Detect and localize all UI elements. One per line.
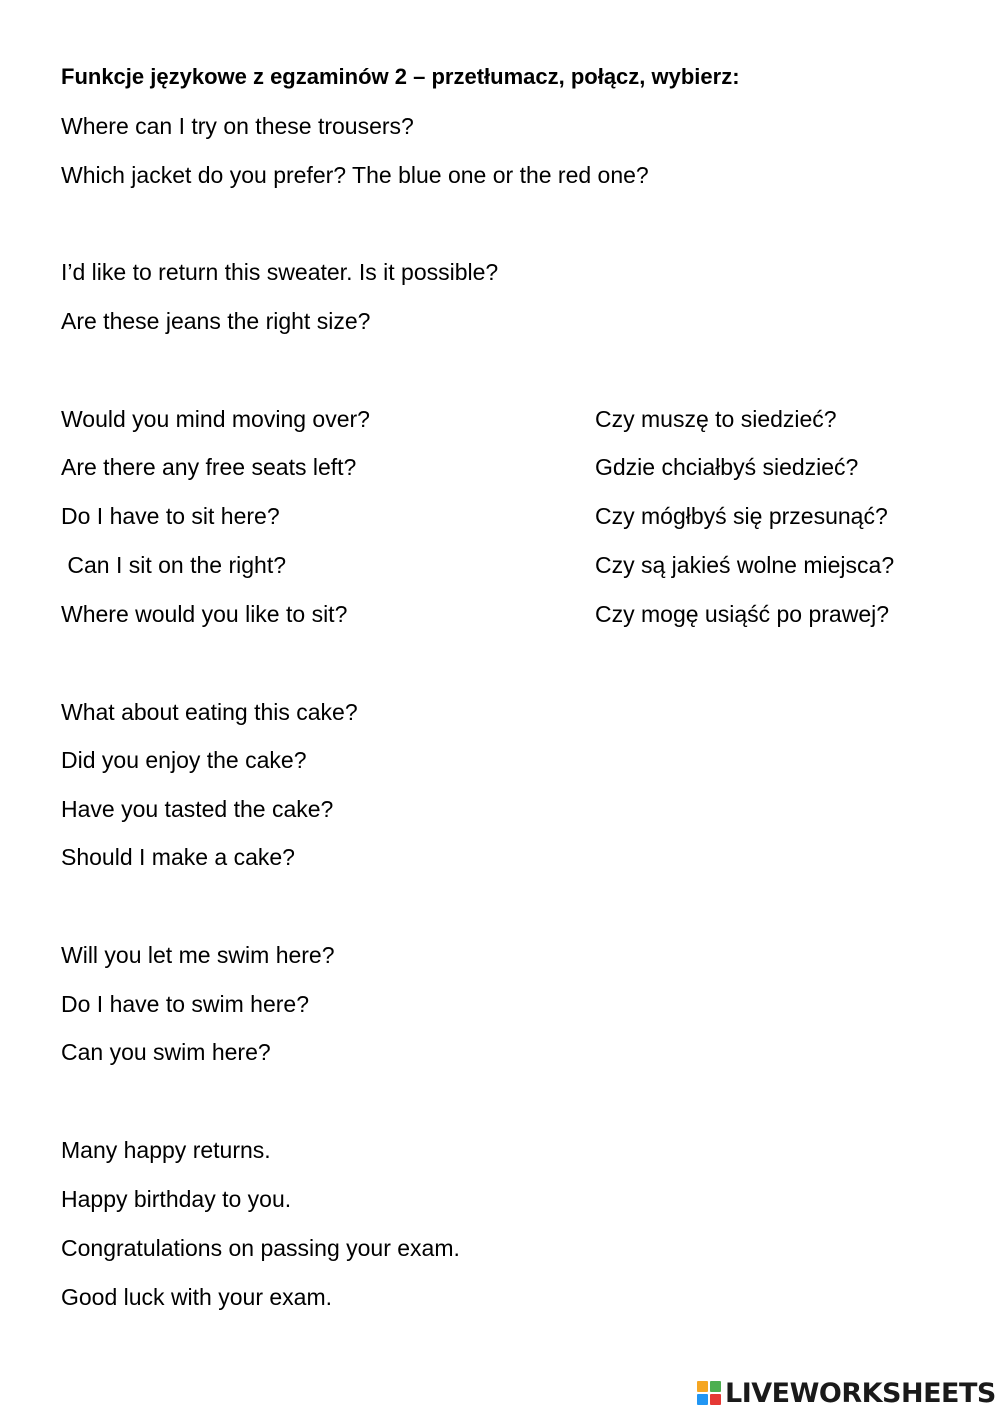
logo-square-icon bbox=[710, 1381, 721, 1392]
sentence: Do I have to swim here? bbox=[61, 991, 310, 1017]
translation: Gdzie chciałbyś siedzieć? bbox=[595, 454, 859, 480]
sentence: Are there any free seats left? bbox=[61, 454, 357, 480]
liveworksheets-logo-icon bbox=[697, 1381, 721, 1405]
sentence: Can you swim here? bbox=[61, 1039, 271, 1065]
sentence: Will you let me swim here? bbox=[61, 942, 335, 968]
sentence: Where can I try on these trousers? bbox=[61, 113, 414, 139]
sentence: Can I sit on the right? bbox=[61, 552, 287, 578]
logo-text: LIVEWORKSHEETS bbox=[725, 1377, 996, 1409]
sentence: Many happy returns. bbox=[61, 1137, 271, 1163]
sentence: Where would you like to sit? bbox=[61, 601, 348, 627]
sentence: Congratulations on passing your exam. bbox=[61, 1235, 460, 1261]
liveworksheets-logo bbox=[697, 1378, 996, 1408]
sentence: Would you mind moving over? bbox=[61, 406, 370, 432]
sentence: Happy birthday to you. bbox=[61, 1186, 292, 1212]
translation: Czy są jakieś wolne miejsca? bbox=[595, 552, 895, 578]
translation: Czy mógłbyś się przesunąć? bbox=[595, 503, 888, 529]
logo-square-icon bbox=[697, 1381, 708, 1392]
sentence: Did you enjoy the cake? bbox=[61, 747, 307, 773]
translation: Czy muszę to siedzieć? bbox=[595, 406, 837, 432]
sentence: Are these jeans the right size? bbox=[61, 308, 371, 334]
worksheet-title: Funkcje językowe z egzaminów 2 – przetłumacz, połącz, wybierz: bbox=[61, 64, 740, 89]
sentence: I’d like to return this sweater. Is it possible? bbox=[61, 259, 499, 285]
sentence: Have you tasted the cake? bbox=[61, 796, 334, 822]
sentence: What about eating this cake? bbox=[61, 699, 358, 725]
sentence: Do I have to sit here? bbox=[61, 503, 280, 529]
sentence: Good luck with your exam. bbox=[61, 1284, 333, 1310]
logo-square-icon bbox=[697, 1394, 708, 1405]
sentence: Which jacket do you prefer? The blue one or the red one? bbox=[61, 162, 649, 188]
logo-square-icon bbox=[710, 1394, 721, 1405]
translation: Czy mogę usiąść po prawej? bbox=[595, 601, 890, 627]
sentence: Should I make a cake? bbox=[61, 844, 295, 870]
